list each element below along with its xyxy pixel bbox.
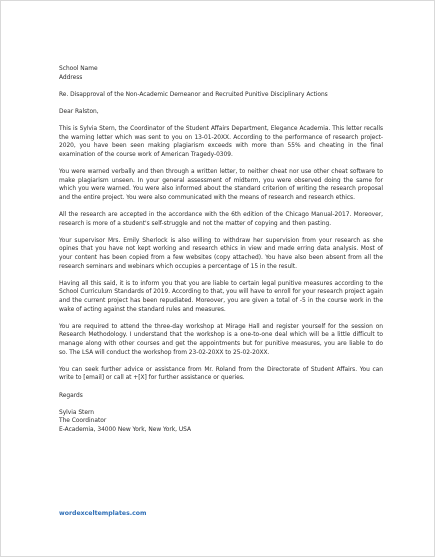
paragraph-4: Your supervisor Mrs. Emily Sherlock is also willing to withdraw her supervision from your research as she opines that you have not kept working and research ethics in view and made erring data analysis. Most of your content has been copied from a few websites (copy attached). You have also been absent from all the research seminars and webinars which occupies a percentage of 15 in the result. bbox=[59, 237, 383, 270]
school-address: Address bbox=[59, 74, 83, 81]
salutation: Dear Ralston, bbox=[59, 108, 99, 115]
paragraph-7: You can seek further advice or assistance from Mr. Roland from the Directorate of Student Affairs. You can write to [email] or call at +[X] for further assistance or queries. bbox=[59, 366, 383, 382]
signature-block bbox=[59, 409, 383, 435]
paragraph-5: Having all this said, it is to inform you that you are liable to certain legal punitive measures according to the School Curriculum Standards of 2019. According to that, you will have to enroll for your research project again and the current project has been repudiated. Moreover, you are given a total of -5 in the course work in the wake of acting against the standard rules and measures. bbox=[59, 280, 383, 313]
letter-body bbox=[59, 65, 383, 443]
signature-name: Sylvia Stern bbox=[59, 409, 94, 416]
paragraph-1: This is Sylvia Stern, the Coordinator of the Student Affairs Department, Elegance Academia. This letter recalls the warning letter which was sent to you on 13-01-20XX. According to the performance of research project-2020, you have been seen making plagiarism exceeds with more than 55% and cheating in the final examination of the course work of American Tragedy-0309. bbox=[59, 126, 383, 158]
website-link[interactable]: wordexceltemplates.com bbox=[59, 510, 147, 517]
paragraph-2: You were warned verbally and then through a written letter, to neither cheat nor use other cheat software to make plagiarism unseen. In your general assessment of midterm, you were observed doing the same for which you were warned. You were also informed about the standard criterion of writing the research proposal and the entire project. You were also communicated with the means of research and research ethics. bbox=[59, 169, 383, 201]
paragraph-6: You are required to attend the three-day workshop at Mirage Hall and register yourself for the session on Research Methodology. I understand that the workshop is a one-to-one deal which will be a little difficult to manage along with other courses and get the appointments but for punitive measures, you are liable to do so. The LSA will conduct the workshop from 23-02-20XX to 25-02-20XX. bbox=[59, 323, 383, 356]
subject-line: Re. Disapproval of the Non-Academic Demeanor and Recruited Punitive Disciplinary Actions bbox=[59, 91, 328, 98]
paragraph-3: All the research are accepted in the accordance with the 6th edition of the Chicago Manual-2017. Moreover, research is more of a student's self-struggle and not the matter of copying and then pasting. bbox=[59, 212, 383, 227]
school-name: School Name bbox=[59, 66, 98, 72]
signature-title: The Coordinator bbox=[59, 418, 107, 425]
signature-address: E-Academia, 34000 New York, New York, USA bbox=[59, 426, 192, 433]
closing: Regards bbox=[59, 392, 83, 399]
recipient-address bbox=[59, 65, 383, 82]
